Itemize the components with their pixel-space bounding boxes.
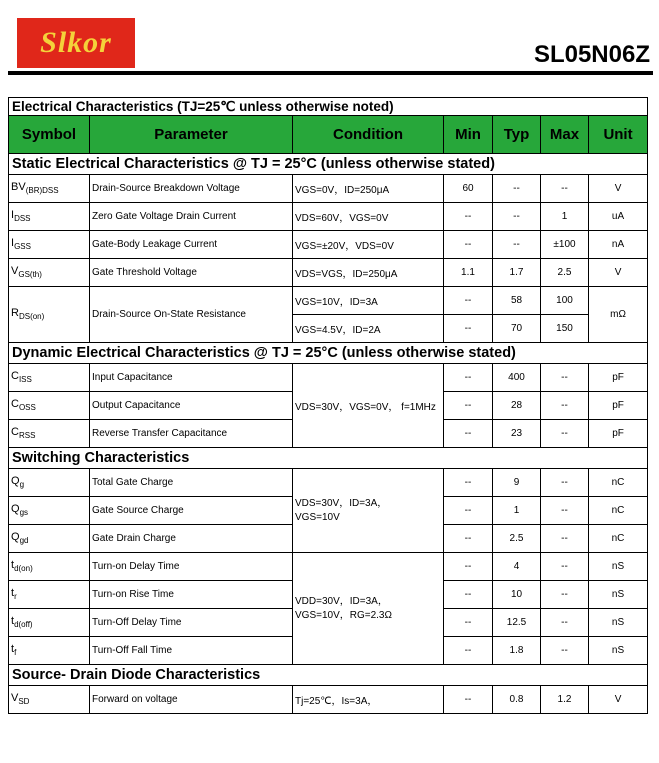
symbol-cell: $t_{d(on)}$ [9, 553, 90, 581]
col-parameter: Parameter [90, 116, 293, 154]
table-row [9, 553, 648, 581]
condition-cell: VDS=30V，VGS=0V， f=1MHz [293, 364, 444, 448]
min-cell: 1.1 [444, 259, 493, 287]
max-cell: 100 [541, 287, 589, 315]
col-unit: Unit [589, 116, 648, 154]
parameter-cell: Gate Source Charge [90, 497, 293, 525]
section-switching: Switching Characteristics [9, 448, 648, 469]
table-row [9, 259, 648, 287]
typ-cell: 400 [493, 364, 541, 392]
max-cell: -- [541, 469, 589, 497]
symbol-cell: $Q_g$ [9, 469, 90, 497]
electrical-characteristics-table [8, 97, 648, 714]
max-cell: -- [541, 637, 589, 665]
parameter-cell: Output Capacitance [90, 392, 293, 420]
unit-cell: pF [589, 420, 648, 448]
max-cell: 150 [541, 315, 589, 343]
symbol-cell: $Q_{gd}$ [9, 525, 90, 553]
parameter-cell: Turn-on Delay Time [90, 553, 293, 581]
typ-cell: 1.8 [493, 637, 541, 665]
unit-cell: nC [589, 497, 648, 525]
typ-cell: 1.7 [493, 259, 541, 287]
symbol-cell: $I_{GSS}$ [9, 231, 90, 259]
typ-cell: 0.8 [493, 686, 541, 714]
unit-cell: V [589, 175, 648, 203]
condition-cell: VDS=30V，ID=3A， VGS=10V [293, 469, 444, 553]
condition-cell: VDS=VGS，ID=250μA [293, 259, 444, 287]
symbol-cell: $t_f$ [9, 637, 90, 665]
header-rule [8, 71, 653, 75]
logo-text: Slkor [40, 26, 112, 59]
section-diode: Source- Drain Diode Characteristics [9, 665, 648, 686]
col-max: Max [541, 116, 589, 154]
min-cell: -- [444, 287, 493, 315]
parameter-cell: Reverse Transfer Capacitance [90, 420, 293, 448]
symbol-cell: $t_r$ [9, 581, 90, 609]
typ-cell: -- [493, 175, 541, 203]
parameter-cell: Gate-Body Leakage Current [90, 231, 293, 259]
condition-cell: VGS=±20V，VDS=0V [293, 231, 444, 259]
min-cell: -- [444, 420, 493, 448]
table-row [9, 686, 648, 714]
parameter-cell: Turn-on Rise Time [90, 581, 293, 609]
symbol-cell: $V_{SD}$ [9, 686, 90, 714]
min-cell: -- [444, 637, 493, 665]
col-symbol: Symbol [9, 116, 90, 154]
parameter-cell: Gate Drain Charge [90, 525, 293, 553]
typ-cell: 4 [493, 553, 541, 581]
parameter-cell: Total Gate Charge [90, 469, 293, 497]
col-typ: Typ [493, 116, 541, 154]
typ-cell: 12.5 [493, 609, 541, 637]
min-cell: -- [444, 203, 493, 231]
max-cell: 2.5 [541, 259, 589, 287]
symbol-cell: $t_{d(off)}$ [9, 609, 90, 637]
parameter-cell: Turn-Off Fall Time [90, 637, 293, 665]
max-cell: 1 [541, 203, 589, 231]
unit-cell: nS [589, 581, 648, 609]
parameter-cell: Input Capacitance [90, 364, 293, 392]
unit-cell: nS [589, 609, 648, 637]
part-number: SL05N06Z [533, 41, 650, 68]
parameter-cell: Forward on voltage [90, 686, 293, 714]
min-cell: -- [444, 525, 493, 553]
unit-cell: V [589, 259, 648, 287]
section-dynamic: Dynamic Electrical Characteristics @ TJ = 25°C (unless otherwise stated) [9, 343, 648, 364]
table-row [9, 364, 648, 392]
max-cell: -- [541, 175, 589, 203]
unit-cell: nC [589, 469, 648, 497]
unit-cell: pF [589, 392, 648, 420]
max-cell: -- [541, 392, 589, 420]
col-min: Min [444, 116, 493, 154]
condition-cell: VGS=0V，ID=250μA [293, 175, 444, 203]
unit-cell: mΩ [589, 287, 648, 343]
typ-cell: -- [493, 231, 541, 259]
typ-cell: 70 [493, 315, 541, 343]
max-cell: ±100 [541, 231, 589, 259]
parameter-cell: Gate Threshold Voltage [90, 259, 293, 287]
min-cell: -- [444, 392, 493, 420]
min-cell: -- [444, 609, 493, 637]
max-cell: -- [541, 364, 589, 392]
min-cell: -- [444, 497, 493, 525]
typ-cell: 10 [493, 581, 541, 609]
typ-cell: 28 [493, 392, 541, 420]
unit-cell: pF [589, 364, 648, 392]
typ-cell: 1 [493, 497, 541, 525]
symbol-cell: $BV_{(BR)DSS}$ [9, 175, 90, 203]
symbol-cell: $C_{ISS}$ [9, 364, 90, 392]
parameter-cell: Drain-Source On-State Resistance [90, 287, 293, 343]
col-condition: Condition [293, 116, 444, 154]
max-cell: 1.2 [541, 686, 589, 714]
parameter-cell: Turn-Off Delay Time [90, 609, 293, 637]
symbol-cell: $C_{RSS}$ [9, 420, 90, 448]
max-cell: -- [541, 553, 589, 581]
unit-cell: nC [589, 525, 648, 553]
min-cell: -- [444, 364, 493, 392]
max-cell: -- [541, 420, 589, 448]
min-cell: -- [444, 231, 493, 259]
typ-cell: -- [493, 203, 541, 231]
max-cell: -- [541, 581, 589, 609]
condition-cell: VGS=10V，ID=3A [293, 287, 444, 315]
min-cell: -- [444, 553, 493, 581]
unit-cell: nS [589, 553, 648, 581]
min-cell: -- [444, 581, 493, 609]
symbol-cell: $V_{GS(th)}$ [9, 259, 90, 287]
table-row [9, 175, 648, 203]
condition-cell: Tj=25℃，Is=3A， [293, 686, 444, 714]
max-cell: -- [541, 609, 589, 637]
section-static: Static Electrical Characteristics @ TJ = 25°C (unless otherwise stated) [9, 154, 648, 175]
typ-cell: 9 [493, 469, 541, 497]
slkor-logo [17, 18, 135, 68]
max-cell: -- [541, 525, 589, 553]
typ-cell: 58 [493, 287, 541, 315]
condition-cell: VDS=60V，VGS=0V [293, 203, 444, 231]
min-cell: 60 [444, 175, 493, 203]
symbol-cell: $C_{OSS}$ [9, 392, 90, 420]
condition-cell: VDD=30V，ID=3A， VGS=10V，RG=2.3Ω [293, 553, 444, 665]
table-row [9, 287, 648, 315]
min-cell: -- [444, 315, 493, 343]
table-row [9, 469, 648, 497]
symbol-cell: $I_{DSS}$ [9, 203, 90, 231]
unit-cell: nA [589, 231, 648, 259]
table-title: Electrical Characteristics (TJ=25℃ unless otherwise noted) [9, 98, 648, 116]
unit-cell: nS [589, 637, 648, 665]
parameter-cell: Zero Gate Voltage Drain Current [90, 203, 293, 231]
parameter-cell: Drain-Source Breakdown Voltage [90, 175, 293, 203]
min-cell: -- [444, 469, 493, 497]
symbol-cell: $R_{DS(on)}$ [9, 287, 90, 343]
symbol-cell: $Q_{gs}$ [9, 497, 90, 525]
min-cell: -- [444, 686, 493, 714]
typ-cell: 23 [493, 420, 541, 448]
table-row [9, 203, 648, 231]
condition-cell: VGS=4.5V，ID=2A [293, 315, 444, 343]
unit-cell: uA [589, 203, 648, 231]
typ-cell: 2.5 [493, 525, 541, 553]
max-cell: -- [541, 497, 589, 525]
unit-cell: V [589, 686, 648, 714]
table-row [9, 231, 648, 259]
